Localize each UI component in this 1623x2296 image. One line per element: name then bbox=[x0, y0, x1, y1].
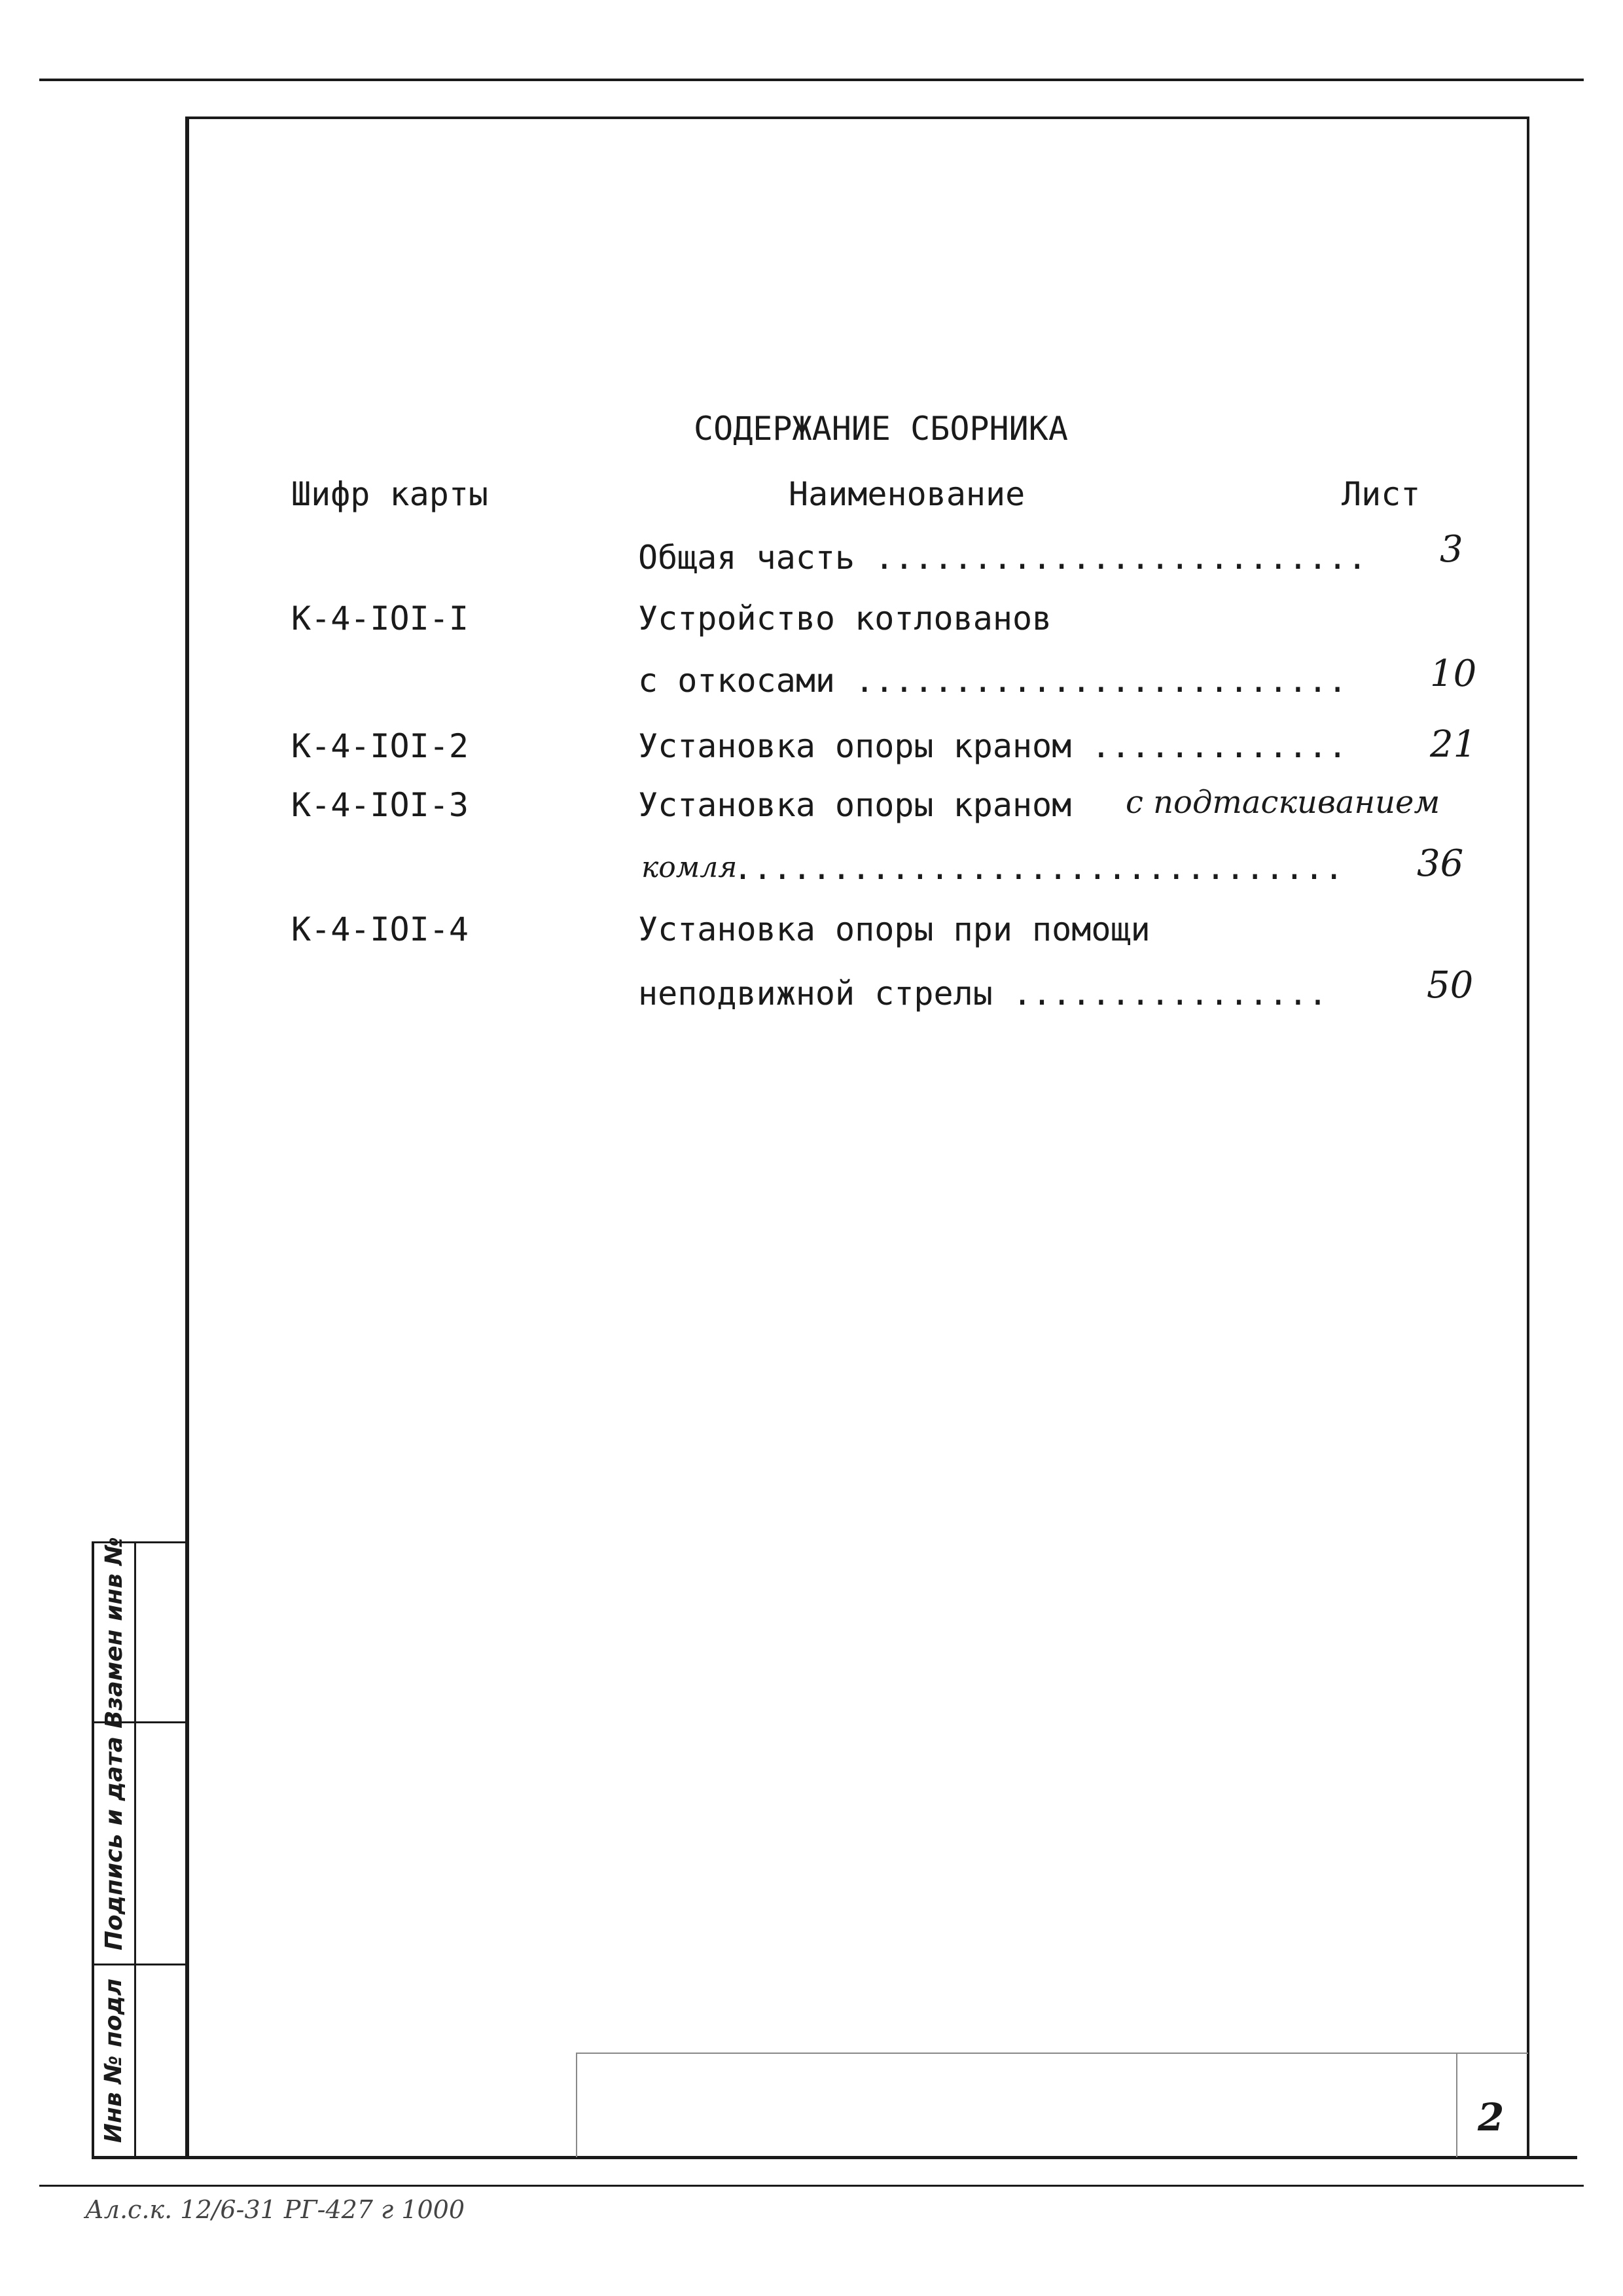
row-5-code: К-4-IOI-4 bbox=[291, 910, 469, 948]
header-sheet: Лист bbox=[1342, 475, 1421, 513]
row-4-code: К-4-IOI-3 bbox=[291, 786, 469, 824]
row-2-sheet: 10 bbox=[1430, 653, 1477, 695]
bottom-note: Ал.с.к. 12/6-31 РГ-427 г 1000 bbox=[85, 2195, 465, 2224]
titleblock-pagecell bbox=[1456, 2053, 1457, 2157]
row-1-name: Общая часть ......................... bbox=[638, 539, 1367, 577]
titleblock-left bbox=[576, 2053, 577, 2157]
frame-bottom bbox=[92, 2156, 1577, 2159]
header-code: Шифр карты bbox=[291, 475, 489, 513]
row-5-name-line2: неподвижной стрелы ................ bbox=[638, 975, 1328, 1013]
stamp-label-signature: Подпись и дата bbox=[100, 1736, 128, 1950]
row-4-handwritten-2: комля bbox=[641, 851, 738, 884]
row-5-name-line1: Установка опоры при помощи bbox=[638, 910, 1150, 948]
header-name: Наименование bbox=[789, 475, 1026, 513]
row-2-code: К-4-IOI-I bbox=[291, 600, 469, 637]
stamp-cell-inv bbox=[94, 1965, 134, 2156]
row-3-code: К-4-IOI-2 bbox=[291, 727, 469, 765]
row-4-name-line1: Установка опоры краном bbox=[638, 786, 1072, 824]
stamp-label-replace: Взамен инв № bbox=[100, 1536, 128, 1729]
row-4-name-line2: ............................... bbox=[733, 849, 1344, 887]
stamp-cell-signature bbox=[94, 1723, 134, 1964]
page-number: 2 bbox=[1478, 2095, 1505, 2140]
top-rule bbox=[39, 79, 1584, 81]
outer-bottom-rule bbox=[39, 2185, 1584, 2187]
row-2-name-line2: с откосами ......................... bbox=[638, 662, 1347, 700]
frame-right bbox=[1527, 117, 1529, 2157]
row-1-sheet: 3 bbox=[1440, 528, 1463, 571]
row-4-handwritten-1: с подтаскиванием bbox=[1126, 784, 1440, 821]
row-2-name-line1: Устройство котлованов bbox=[638, 600, 1052, 637]
frame-top bbox=[187, 117, 1528, 119]
page-title: СОДЕРЖАНИЕ СБОРНИКА bbox=[694, 410, 1068, 448]
row-3-sheet: 21 bbox=[1430, 723, 1477, 766]
frame-left bbox=[185, 117, 189, 2157]
row-5-sheet: 50 bbox=[1427, 964, 1474, 1007]
row-4-sheet: 36 bbox=[1417, 842, 1464, 885]
titleblock-top bbox=[576, 2053, 1528, 2054]
stamp-cell-replace bbox=[94, 1536, 134, 1729]
row-3-name: Установка опоры краном ............. bbox=[638, 727, 1347, 765]
stamp-mid bbox=[134, 1541, 136, 2157]
stamp-label-inv: Инв № подл bbox=[100, 1978, 128, 2144]
